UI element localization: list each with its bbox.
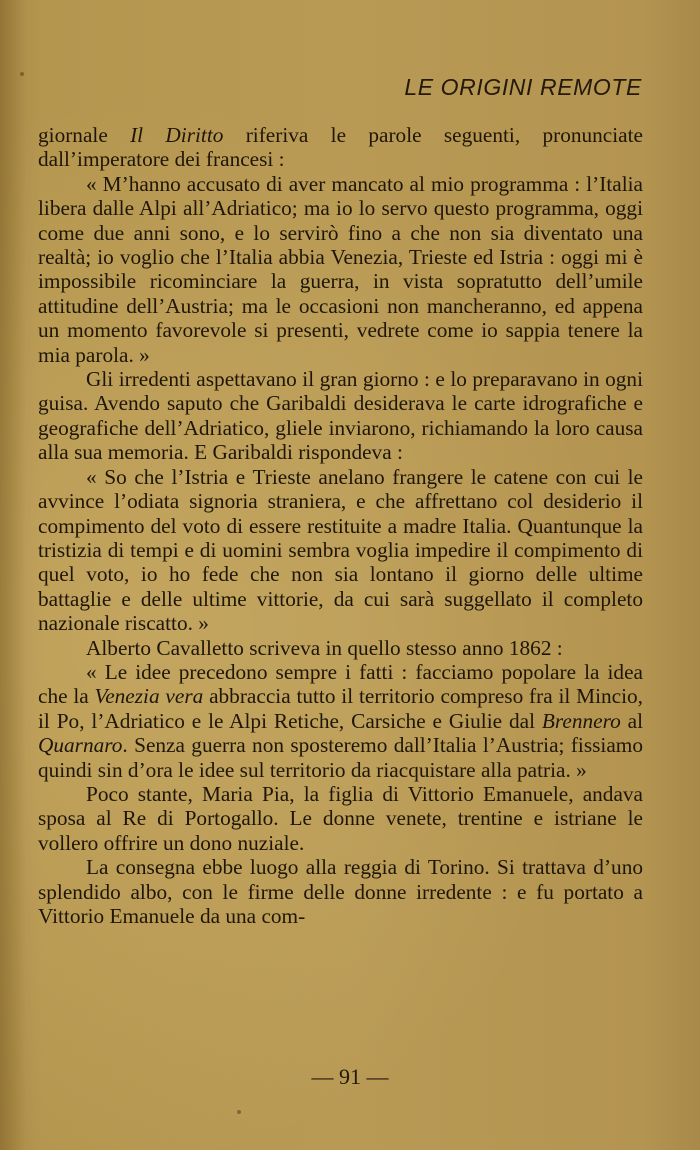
paragraph <box>38 660 643 782</box>
paragraph <box>38 367 643 465</box>
paragraph <box>38 123 643 172</box>
paragraph <box>38 465 643 636</box>
paper-speck <box>237 1110 241 1114</box>
text-run: « Le idee precedono sempre i fatti : facciamo popolare la idea che la <box>38 659 643 709</box>
italic-text: Venezia vera <box>94 684 204 709</box>
text-run: giornale <box>38 123 131 147</box>
text-run: . Senza guerra non sposteremo dall’Italia l’Austria; fissiamo quindi sin d’ora le idee sul territorio da riacquistare alla patria. » <box>38 733 643 782</box>
text-run: Poco stante, Maria Pia, la figlia di Vittorio Emanuele, andava sposa al Re di Portogallo. Le donne venete, trentine e istriane le vollero offrire un dono nuziale. <box>38 781 643 855</box>
text-run: abbraccia tutto il territorio compreso fra il Mincio, il Po, l’Adriatico e le Alpi Retiche, Carsiche e Giulie dal <box>38 684 643 733</box>
text-run: « So che l’Istria e Trieste anelano frangere le catene con cui le avvince l’odiata signoria straniera, e che affrettano col desiderio il compimento del voto di essere restituite a madre Italia. Quantunque la tristizia di tempi e di uomini sembra voglia impedire il compimento di quel voto, io ho fede che non sia lontano il giorno delle ultime battaglie e delle ultime vittorie, da cui sarà suggellato il completo nazionale riscatto. » <box>38 464 643 636</box>
paragraph <box>38 782 643 855</box>
paragraph <box>38 855 643 928</box>
page-number: — 91 — <box>311 1064 389 1089</box>
text-run: « M’hanno accusato di aver mancato al mio programma : l’Italia libera dalle Alpi all’Adriatico; ma io lo servo questo programma, oggi come due anni sono, e lo servirò fino a che non sia diventato una realtà; io voglio che l’Italia abbia Venezia, Trieste ed Istria : oggi mi è impossibile ricominciare la guerra, in vista sopratutto dell’umile attitudine dell’Austria; ma le occasioni non mancheranno, ed appena un momento favorevole si presenti, vedrete come io sappia tenere la mia parola. » <box>38 171 643 367</box>
paper-speck <box>20 72 24 76</box>
italic-text: Il Diritto <box>130 123 224 147</box>
italic-text: Brennero <box>541 708 621 733</box>
body-text <box>38 123 643 928</box>
paragraph <box>38 636 643 660</box>
running-head: LE ORIGINI REMOTE <box>404 74 642 100</box>
text-run: Alberto Cavalletto scriveva in quello stesso anno 1862 : <box>86 635 563 660</box>
italic-text: Quarnaro <box>38 733 123 758</box>
text-run: Gli irredenti aspettavano il gran giorno : e lo preparavano in ogni guisa. Avendo saputo che Garibaldi desiderava le carte idrografiche e geografiche dell’Adriatico, gliele inviarono, richiamando la loro causa alla sua memoria. E Garibaldi rispondeva : <box>38 367 643 465</box>
paragraph <box>38 172 643 367</box>
text-run: al <box>620 708 643 733</box>
text-run: La consegna ebbe luogo alla reggia di Torino. Si trattava d’uno splendido albo, con le firme delle donne irredente : e fu portato a Vittorio Emanuele da una com- <box>38 855 643 928</box>
text-run: riferiva le parole seguenti, pronunciate dall’imperatore dei francesi : <box>38 123 643 172</box>
